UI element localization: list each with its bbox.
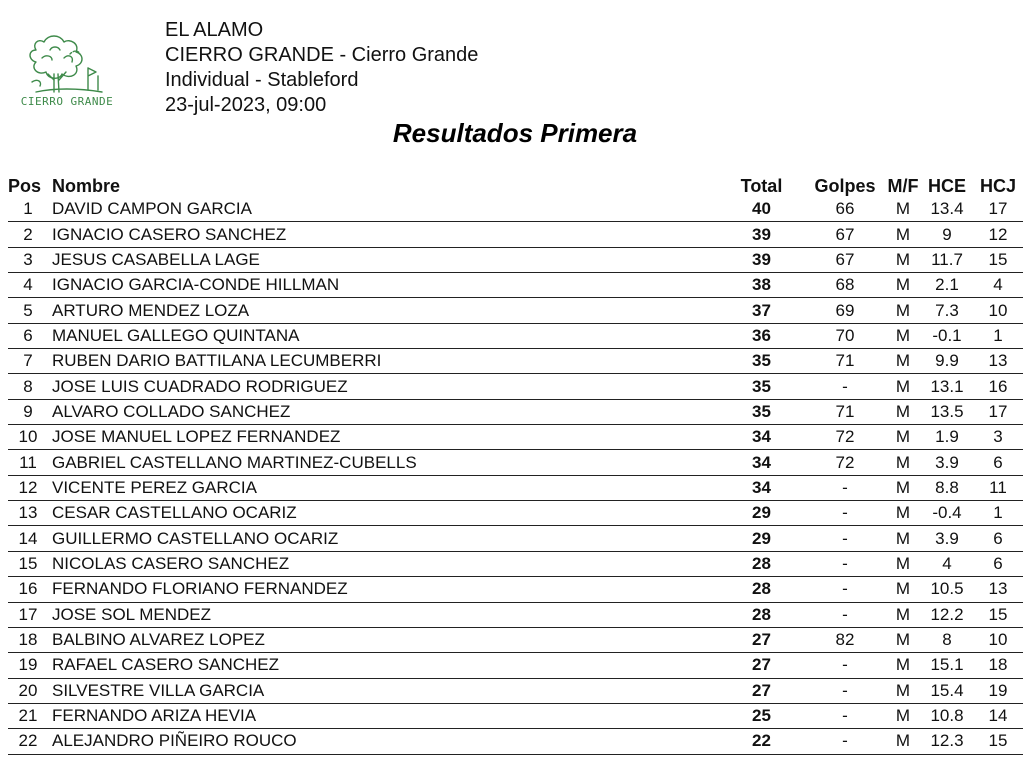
col-header-golpes: Golpes	[814, 176, 876, 196]
table-row	[8, 602, 1023, 627]
cell-pos: 11	[8, 450, 48, 475]
cell-hce: 7.3	[922, 298, 972, 323]
cell-nombre: RUBEN DARIO BATTILANA LECUMBERRI	[48, 349, 717, 374]
table-row	[8, 627, 1023, 652]
cell-total: 35	[717, 399, 806, 424]
table-row	[8, 273, 1023, 298]
cell-pos: 22	[8, 729, 48, 754]
cell-hce: -0.1	[922, 323, 972, 348]
cell-nombre: JOSE MANUEL LOPEZ FERNANDEZ	[48, 425, 717, 450]
cell-pos: 1	[8, 197, 48, 222]
cell-total: 27	[717, 678, 806, 703]
cell-total: 25	[717, 703, 806, 728]
cell-nombre: GABRIEL CASTELLANO MARTINEZ-CUBELLS	[48, 450, 717, 475]
cell-hcj: 16	[972, 374, 1023, 399]
cell-total: 37	[717, 298, 806, 323]
cell-mf: M	[884, 298, 922, 323]
cell-mf: M	[884, 551, 922, 576]
cell-golpes: -	[806, 551, 884, 576]
cell-mf: M	[884, 273, 922, 298]
cell-hce: 3.9	[922, 526, 972, 551]
table-row	[8, 323, 1023, 348]
header-info	[165, 18, 478, 118]
cell-total: 29	[717, 501, 806, 526]
cell-hce: 8.8	[922, 475, 972, 500]
cell-nombre: RAFAEL CASERO SANCHEZ	[48, 653, 717, 678]
table-row	[8, 197, 1023, 222]
cell-pos: 21	[8, 703, 48, 728]
cell-hcj: 1	[972, 323, 1023, 348]
cell-mf: M	[884, 678, 922, 703]
cell-nombre: ALEJANDRO PIÑEIRO ROUCO	[48, 729, 717, 754]
club-name: EL ALAMO	[165, 19, 264, 41]
table-row	[8, 374, 1023, 399]
table-row	[8, 349, 1023, 374]
cell-hce: 2.1	[922, 273, 972, 298]
cell-golpes: -	[806, 602, 884, 627]
cell-golpes: 68	[806, 273, 884, 298]
cell-hcj: 6	[972, 526, 1023, 551]
cell-nombre: JESUS CASABELLA LAGE	[48, 247, 717, 272]
cell-golpes: 82	[806, 627, 884, 652]
cell-hcj: 1	[972, 501, 1023, 526]
cell-golpes: 71	[806, 399, 884, 424]
cell-hcj: 15	[972, 729, 1023, 754]
cell-mf: M	[884, 450, 922, 475]
cell-pos: 3	[8, 247, 48, 272]
table-row	[8, 577, 1023, 602]
cell-total: 38	[717, 273, 806, 298]
cell-hce: 3.9	[922, 450, 972, 475]
cell-hce: 15.4	[922, 678, 972, 703]
cell-nombre: NICOLAS CASERO SANCHEZ	[48, 551, 717, 576]
col-header-total: Total	[740, 176, 783, 196]
cell-total: 27	[717, 627, 806, 652]
cell-nombre: JOSE LUIS CUADRADO RODRIGUEZ	[48, 374, 717, 399]
cell-golpes: 72	[806, 425, 884, 450]
cell-mf: M	[884, 222, 922, 247]
cell-total: 28	[717, 551, 806, 576]
cell-total: 40	[717, 197, 806, 222]
cell-pos: 9	[8, 399, 48, 424]
cell-total: 36	[717, 323, 806, 348]
table-row	[8, 222, 1023, 247]
cell-golpes: 70	[806, 323, 884, 348]
cell-mf: M	[884, 374, 922, 399]
cell-total: 28	[717, 577, 806, 602]
table-row	[8, 653, 1023, 678]
col-header-hce: HCE	[927, 176, 966, 196]
cell-hcj: 11	[972, 475, 1023, 500]
cell-hcj: 15	[972, 247, 1023, 272]
col-header-mf: M/F	[887, 176, 919, 196]
cell-hce: 12.2	[922, 602, 972, 627]
cell-hcj: 12	[972, 222, 1023, 247]
cell-nombre: DAVID CAMPON GARCIA	[48, 197, 717, 222]
cell-golpes: 69	[806, 298, 884, 323]
cell-nombre: MANUEL GALLEGO QUINTANA	[48, 323, 717, 348]
cell-pos: 19	[8, 653, 48, 678]
cell-golpes: -	[806, 678, 884, 703]
cell-pos: 6	[8, 323, 48, 348]
cell-pos: 2	[8, 222, 48, 247]
cell-hcj: 14	[972, 703, 1023, 728]
cell-mf: M	[884, 501, 922, 526]
logo-text: CIERRO GRANDE	[20, 95, 114, 108]
cell-golpes: 72	[806, 450, 884, 475]
cell-hce: 9	[922, 222, 972, 247]
table-row	[8, 450, 1023, 475]
cell-pos: 10	[8, 425, 48, 450]
course-name: CIERRO GRANDE - Cierro Grande	[165, 44, 479, 66]
table-row	[8, 703, 1023, 728]
cell-hcj: 15	[972, 602, 1023, 627]
cell-mf: M	[884, 197, 922, 222]
col-header-hcj: HCJ	[979, 176, 1016, 196]
col-header-nombre: Nombre	[52, 176, 121, 196]
cell-hcj: 17	[972, 197, 1023, 222]
cell-golpes: -	[806, 653, 884, 678]
cell-nombre: CESAR CASTELLANO OCARIZ	[48, 501, 717, 526]
cell-hcj: 19	[972, 678, 1023, 703]
cell-golpes: 66	[806, 197, 884, 222]
cell-total: 34	[717, 450, 806, 475]
cell-golpes: -	[806, 729, 884, 754]
cell-nombre: JOSE SOL MENDEZ	[48, 602, 717, 627]
cell-total: 27	[717, 653, 806, 678]
cell-total: 35	[717, 374, 806, 399]
table-row	[8, 729, 1023, 754]
cell-total: 39	[717, 247, 806, 272]
cell-pos: 4	[8, 273, 48, 298]
cell-mf: M	[884, 653, 922, 678]
cell-hce: 15.1	[922, 653, 972, 678]
cell-golpes: 71	[806, 349, 884, 374]
cell-nombre: BALBINO ALVAREZ LOPEZ	[48, 627, 717, 652]
cell-hcj: 3	[972, 425, 1023, 450]
cell-hce: -0.4	[922, 501, 972, 526]
cell-golpes: -	[806, 475, 884, 500]
cell-hce: 1.9	[922, 425, 972, 450]
cell-nombre: SILVESTRE VILLA GARCIA	[48, 678, 717, 703]
table-row	[8, 425, 1023, 450]
cell-pos: 5	[8, 298, 48, 323]
results-body	[8, 197, 1023, 754]
cell-golpes: -	[806, 374, 884, 399]
cell-hcj: 17	[972, 399, 1023, 424]
cell-nombre: IGNACIO CASERO SANCHEZ	[48, 222, 717, 247]
cell-total: 39	[717, 222, 806, 247]
cell-mf: M	[884, 627, 922, 652]
cell-golpes: -	[806, 526, 884, 551]
cell-mf: M	[884, 425, 922, 450]
cell-hce: 13.1	[922, 374, 972, 399]
cell-mf: M	[884, 703, 922, 728]
cell-nombre: FERNANDO FLORIANO FERNANDEZ	[48, 577, 717, 602]
cell-mf: M	[884, 475, 922, 500]
cell-hcj: 13	[972, 577, 1023, 602]
cell-pos: 15	[8, 551, 48, 576]
table-row	[8, 551, 1023, 576]
cell-hcj: 4	[972, 273, 1023, 298]
table-row	[8, 298, 1023, 323]
cell-mf: M	[884, 577, 922, 602]
cell-hcj: 10	[972, 298, 1023, 323]
cell-nombre: VICENTE PEREZ GARCIA	[48, 475, 717, 500]
table-row	[8, 475, 1023, 500]
cell-pos: 16	[8, 577, 48, 602]
cell-pos: 18	[8, 627, 48, 652]
cell-mf: M	[884, 526, 922, 551]
cell-hce: 11.7	[922, 247, 972, 272]
results-table	[8, 173, 1023, 755]
cell-total: 34	[717, 475, 806, 500]
cell-hcj: 18	[972, 653, 1023, 678]
cell-hcj: 6	[972, 551, 1023, 576]
cell-total: 34	[717, 425, 806, 450]
table-row	[8, 501, 1023, 526]
cell-hce: 13.5	[922, 399, 972, 424]
cell-mf: M	[884, 247, 922, 272]
cell-total: 29	[717, 526, 806, 551]
cell-golpes: -	[806, 577, 884, 602]
cell-mf: M	[884, 323, 922, 348]
cell-hce: 9.9	[922, 349, 972, 374]
cell-total: 28	[717, 602, 806, 627]
tree-logo-icon	[14, 30, 120, 112]
cell-golpes: -	[806, 703, 884, 728]
club-logo	[14, 30, 120, 112]
cell-hcj: 6	[972, 450, 1023, 475]
cell-total: 35	[717, 349, 806, 374]
cell-pos: 8	[8, 374, 48, 399]
cell-pos: 17	[8, 602, 48, 627]
cell-hce: 4	[922, 551, 972, 576]
cell-hce: 10.5	[922, 577, 972, 602]
cell-hce: 10.8	[922, 703, 972, 728]
cell-pos: 13	[8, 501, 48, 526]
cell-golpes: 67	[806, 222, 884, 247]
cell-hce: 8	[922, 627, 972, 652]
col-header-pos: Pos	[8, 176, 42, 196]
cell-hce: 12.3	[922, 729, 972, 754]
competition-datetime: 23-jul-2023, 09:00	[165, 94, 327, 116]
table-row	[8, 399, 1023, 424]
cell-mf: M	[884, 602, 922, 627]
cell-nombre: ARTURO MENDEZ LOZA	[48, 298, 717, 323]
cell-hcj: 10	[972, 627, 1023, 652]
cell-total: 22	[717, 729, 806, 754]
cell-pos: 20	[8, 678, 48, 703]
cell-nombre: GUILLERMO CASTELLANO OCARIZ	[48, 526, 717, 551]
table-header-row	[8, 173, 1023, 197]
cell-hce: 13.4	[922, 197, 972, 222]
page-title: Resultados Primera	[392, 118, 638, 148]
cell-hcj: 13	[972, 349, 1023, 374]
competition-format: Individual - Stableford	[165, 69, 359, 91]
cell-golpes: -	[806, 501, 884, 526]
cell-nombre: ALVARO COLLADO SANCHEZ	[48, 399, 717, 424]
cell-mf: M	[884, 729, 922, 754]
cell-mf: M	[884, 399, 922, 424]
cell-pos: 14	[8, 526, 48, 551]
cell-pos: 7	[8, 349, 48, 374]
cell-mf: M	[884, 349, 922, 374]
table-row	[8, 247, 1023, 272]
table-row	[8, 526, 1023, 551]
cell-pos: 12	[8, 475, 48, 500]
cell-nombre: IGNACIO GARCIA-CONDE HILLMAN	[48, 273, 717, 298]
table-row	[8, 678, 1023, 703]
cell-golpes: 67	[806, 247, 884, 272]
cell-nombre: FERNANDO ARIZA HEVIA	[48, 703, 717, 728]
